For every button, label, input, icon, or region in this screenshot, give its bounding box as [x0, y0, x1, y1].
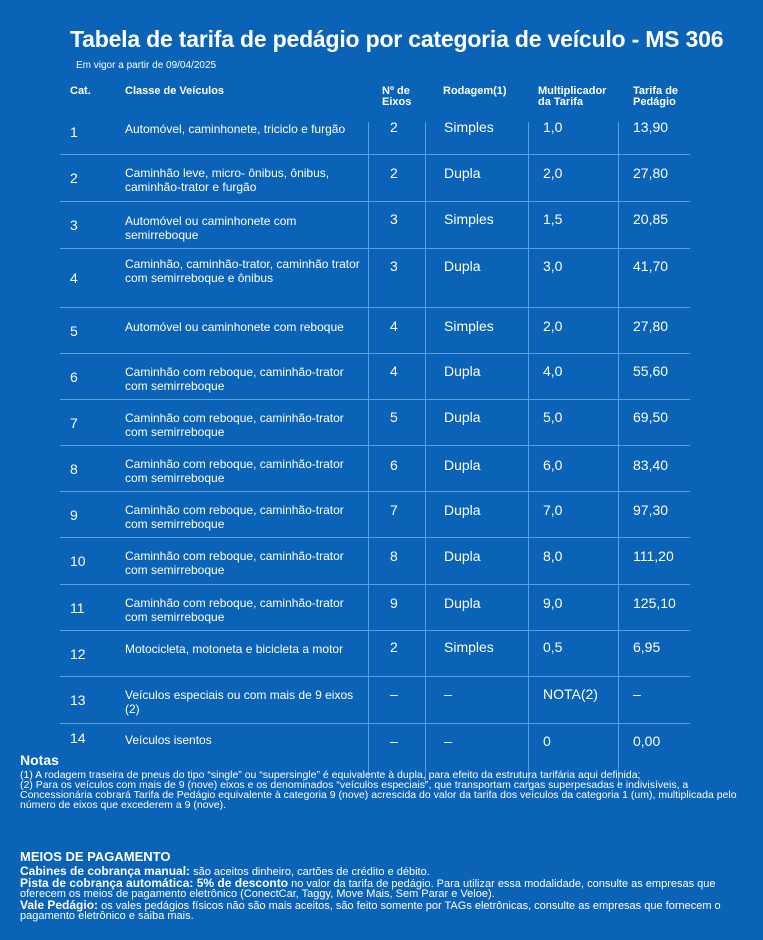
row-tarifa: 125,10 — [633, 595, 676, 611]
table-row — [60, 202, 690, 249]
row-multiplicador: 3,0 — [543, 258, 563, 274]
row-tarifa: 13,90 — [633, 119, 669, 135]
row-rodagem: Dupla — [444, 165, 481, 181]
header-eixos: Nº de Eixos — [382, 85, 412, 108]
row-cat: 9 — [70, 506, 78, 523]
table-row — [60, 724, 690, 752]
row-eixos: – — [390, 686, 398, 702]
row-multiplicador: 9,0 — [543, 595, 563, 611]
row-rodagem: Simples — [444, 119, 494, 135]
payment-manual: Cabines de cobrança manual: são aceitos dinheiro, cartões de crédito e débito. — [20, 864, 430, 878]
row-cat: 11 — [70, 599, 85, 616]
row-eixos: 2 — [390, 639, 398, 655]
table-body — [60, 110, 690, 752]
effective-date: Em vigor a partir de 09/04/2025 — [76, 60, 217, 71]
row-tarifa: 6,95 — [633, 639, 661, 655]
payment-vale-pedagio: Vale Pedágio: os vales pedágios físicos não são mais aceitos, são feito somente por TAGs eletrônicas, consulte as empresas que fornecem o pagamento eletrônico e saiba mais. — [20, 897, 721, 922]
row-cat: 5 — [70, 322, 78, 339]
row-cat: 3 — [70, 217, 78, 233]
row-rodagem: – — [444, 733, 452, 749]
row-cat: 10 — [70, 553, 86, 569]
row-rodagem: Dupla — [444, 258, 481, 274]
row-classe: Caminhão com reboque, caminhão-trator com semirreboque — [125, 503, 344, 531]
row-classe: Motocicleta, motoneta e bicicleta a motor — [125, 642, 344, 656]
header-cat: Cat. — [70, 85, 91, 97]
row-multiplicador: 0 — [543, 733, 551, 749]
header-classe: Classe de Veículos — [125, 85, 225, 97]
row-eixos: 9 — [390, 595, 398, 611]
row-rodagem: Dupla — [444, 548, 481, 564]
row-multiplicador: 6,0 — [543, 457, 563, 473]
notes-title: Notas — [20, 752, 59, 768]
row-multiplicador: 4,0 — [543, 363, 563, 379]
row-classe: Veículos isentos — [125, 733, 212, 747]
row-multiplicador: 7,0 — [543, 502, 563, 518]
row-tarifa: 0,00 — [633, 733, 661, 749]
row-eixos: 2 — [390, 165, 398, 181]
row-eixos: 6 — [390, 457, 398, 473]
row-rodagem: Dupla — [444, 409, 481, 425]
table-row — [60, 155, 690, 202]
row-eixos: – — [390, 733, 398, 749]
row-classe: Caminhão com reboque, caminhão-trator com semirreboque — [125, 365, 344, 393]
page-title: Tabela de tarifa de pedágio por categoria de veículo - MS 306 — [70, 26, 724, 52]
table-row — [60, 538, 690, 585]
row-classe: Automóvel, caminhonete, triciclo e furgão — [125, 122, 346, 136]
row-cat: 2 — [70, 170, 78, 186]
row-eixos: 4 — [390, 318, 398, 334]
row-tarifa: 69,50 — [633, 409, 669, 425]
table-row — [60, 400, 690, 446]
row-classe: Caminhão, caminhão-trator, caminhão trator com semirreboque e ônibus — [125, 257, 360, 285]
header-rodagem: Rodagem(1) — [443, 85, 507, 97]
row-eixos: 3 — [390, 258, 398, 274]
row-rodagem: Dupla — [444, 457, 481, 473]
row-rodagem: Dupla — [444, 595, 481, 611]
row-cat: 14 — [70, 730, 86, 746]
header-tarifa: Tarifa de Pedágio — [633, 85, 679, 108]
row-classe: Automóvel ou caminhonete com semirreboque — [125, 214, 297, 242]
row-cat: 6 — [70, 368, 78, 385]
row-eixos: 8 — [390, 548, 398, 564]
row-classe: Automóvel ou caminhonete com reboque — [125, 320, 344, 334]
row-eixos: 5 — [390, 409, 398, 425]
row-rodagem: Dupla — [444, 502, 481, 518]
row-rodagem: Dupla — [444, 363, 481, 379]
row-eixos: 3 — [390, 211, 398, 227]
table-row — [60, 492, 690, 538]
row-cat: 13 — [70, 692, 86, 708]
row-multiplicador: 0,5 — [543, 639, 563, 655]
row-multiplicador: 2,0 — [543, 318, 563, 334]
toll-table — [60, 82, 690, 752]
payment-automatic: Pista de cobrança automática: 5% de desconto no valor da tarifa de pedágio. Para utilizar essa modalidade, consulte as empresas que oferecem os meios de pagamento eletrônico (ConectCar, Taggy, Move Mais, Sem Parar e Veloe). — [20, 875, 716, 900]
table-row — [60, 677, 690, 724]
row-tarifa: – — [633, 686, 641, 702]
row-eixos: 7 — [390, 502, 398, 518]
row-cat: 8 — [70, 460, 78, 477]
row-rodagem: Simples — [444, 318, 494, 334]
table-row — [60, 110, 690, 155]
row-multiplicador: 5,0 — [543, 409, 563, 425]
row-tarifa: 111,20 — [633, 548, 674, 564]
row-eixos: 2 — [390, 119, 398, 135]
notes-section — [20, 752, 750, 810]
row-cat: 1 — [70, 124, 78, 140]
row-tarifa: 55,60 — [633, 363, 669, 379]
table-row — [60, 249, 690, 308]
row-tarifa: 20,85 — [633, 211, 669, 227]
payment-section — [20, 849, 750, 922]
row-multiplicador: 1,5 — [543, 211, 563, 227]
row-rodagem: Simples — [444, 639, 494, 655]
row-classe: Caminhão com reboque, caminhão-trator com semirreboque — [125, 411, 344, 439]
header-multiplicador: Multiplicador da Tarifa — [538, 85, 607, 108]
row-eixos: 4 — [390, 363, 398, 379]
table-row — [60, 585, 690, 631]
table-row — [60, 308, 690, 354]
note-2: (2) Para os veículos com mais de 9 (nove) eixos e os denominados “veículos especiais”, que transportam cargas superpesadas e indivisíveis, a Concessionária cobrará Tarifa de Pedágio equivalente à categoria 9 (nove) acrescida do valor da tarifa dos veículos da categoria 1 (um), multiplicada pelo número de eixos que excederem a 9 (nove). — [20, 779, 737, 811]
row-classe: Caminhão com reboque, caminhão-trator com semirreboque — [125, 457, 344, 485]
row-tarifa: 83,40 — [633, 457, 669, 473]
row-classe: Caminhão com reboque, caminhão-trator com semirreboque — [125, 549, 344, 577]
table-row — [60, 631, 690, 677]
row-cat: 4 — [70, 270, 78, 286]
payment-title: MEIOS DE PAGAMENTO — [20, 849, 171, 864]
row-cat: 12 — [70, 645, 86, 662]
row-tarifa: 27,80 — [633, 165, 669, 181]
row-multiplicador: 8,0 — [543, 548, 563, 564]
row-tarifa: 41,70 — [633, 258, 669, 274]
row-multiplicador: 1,0 — [543, 119, 563, 135]
row-tarifa: 27,80 — [633, 318, 669, 334]
table-row — [60, 446, 690, 492]
row-classe: Caminhão leve, micro- ônibus, ônibus, caminhão-trator e furgão — [125, 166, 330, 194]
row-rodagem: – — [444, 686, 452, 702]
row-multiplicador: NOTA(2) — [543, 686, 598, 702]
table-row — [60, 354, 690, 400]
row-cat: 7 — [70, 414, 78, 431]
row-multiplicador: 2,0 — [543, 165, 563, 181]
table-header — [60, 82, 690, 110]
note-1: (1) A rodagem traseira de pneus do tipo “single” ou “supersingle” é equivalente à dupla, para efeito da estrutura tarifária aqui definida; — [20, 769, 641, 781]
row-classe: Caminhão com reboque, caminhão-trator com semirreboque — [125, 596, 344, 624]
row-tarifa: 97,30 — [633, 502, 669, 518]
row-classe: Veículos especiais ou com mais de 9 eixos (2) — [125, 688, 354, 716]
row-rodagem: Simples — [444, 211, 494, 227]
